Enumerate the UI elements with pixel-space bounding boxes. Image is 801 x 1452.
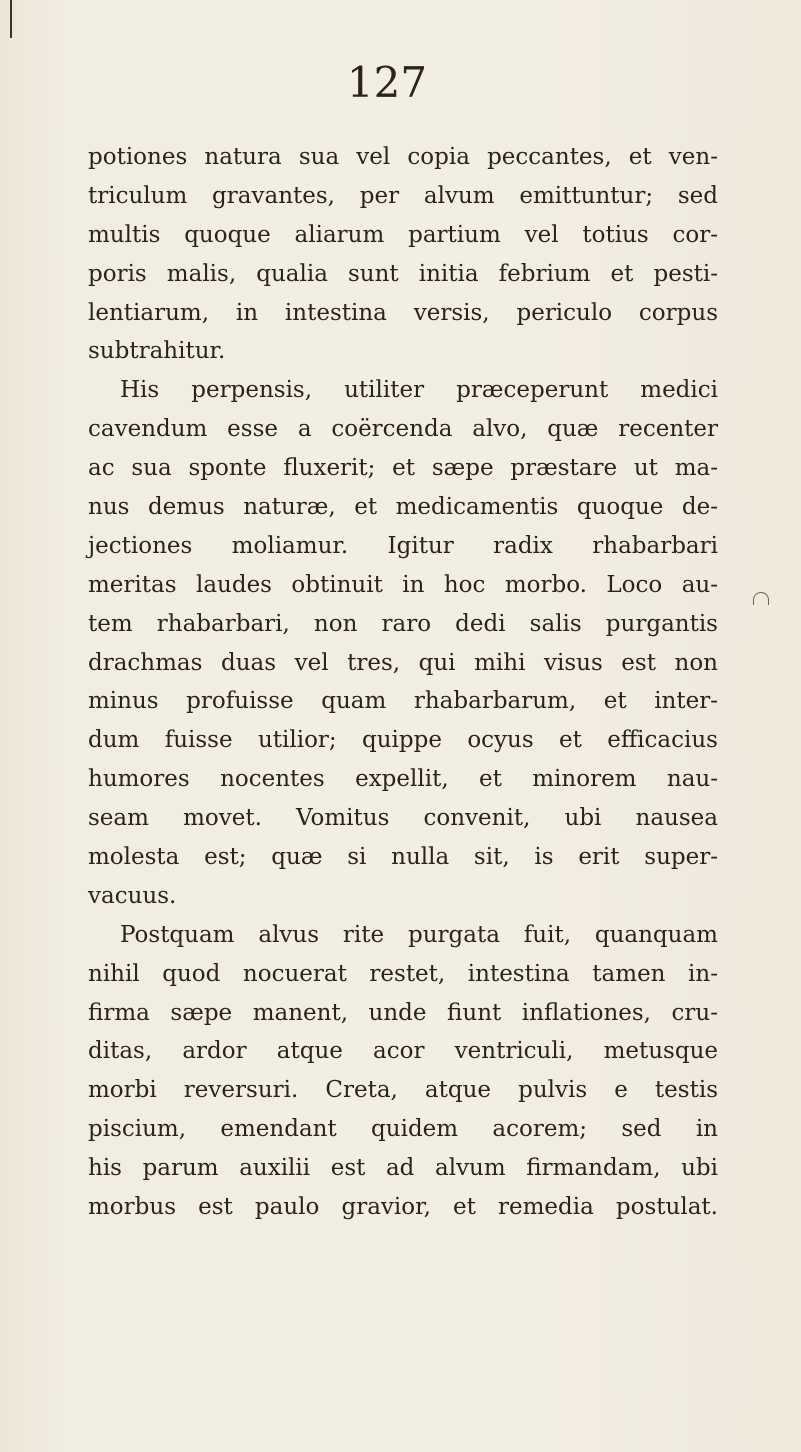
text-line: drachmas duas vel tres, qui mihi visus est non [88,649,718,676]
text-line: meritas laudes obtinuit in hoc morbo. Loco au- [88,571,718,598]
paragraph-start-line: His perpensis, utiliter præceperunt medici [120,377,718,404]
paragraph-start-line: Postquam alvus rite purgata fuit, quanquam [120,921,718,948]
text-line: nus demus naturæ, et medicamentis quoque de- [88,494,718,521]
text-line: minus profuisse quam rhabarbarum, et inter- [88,688,718,715]
text-line: morbi reversuri. Creta, atque pulvis e testis [88,1077,718,1104]
text-line: jectiones moliamur. Igitur radix rhabarbari [88,532,718,559]
text-line: his parum auxilii est ad alvum firmandam, ubi [88,1155,718,1182]
text-line: ditas, ardor atque acor ventriculi, metusque [88,1038,718,1065]
text-line: cavendum esse a coërcenda alvo, quæ recenter [88,416,718,443]
text-line: dum fuisse utilior; quippe ocyus et efficacius [88,727,718,754]
text-line: vacuus. [88,882,177,909]
page-number: 127 [346,58,428,107]
text-line: triculum gravantes, per alvum emittuntur; sed [88,182,718,209]
text-line: ac sua sponte fluxerit; et sæpe præstare ut ma- [88,455,718,482]
text-line: multis quoque aliarum partium vel totius cor- [88,221,718,248]
text-line: humores nocentes expellit, et minorem nau- [88,766,718,793]
text-line: molesta est; quæ si nulla sit, is erit super- [88,844,718,871]
text-line: seam movet. Vomitus convenit, ubi nausea [88,805,718,832]
text-line: subtrahitur. [88,338,226,365]
page-edge-line [10,0,12,38]
text-line: lentiarum, in intestina versis, periculo corpus [88,299,718,326]
text-line: firma sæpe manent, unde fiunt inflationes, cru- [88,999,718,1026]
margin-mark [753,592,769,605]
text-line: nihil quod nocuerat restet, intestina tamen in- [88,960,718,987]
text-line: potiones natura sua vel copia peccantes, et ven- [88,144,718,170]
text-line: tem rhabarbari, non raro dedi salis purgantis [88,610,718,637]
body-text [88,138,718,1227]
text-line: piscium, emendant quidem acorem; sed in [88,1116,718,1143]
text-line: poris malis, qualia sunt initia febrium et pesti- [88,260,718,287]
text-line: morbus est paulo gravior, et remedia postulat. [88,1194,718,1221]
